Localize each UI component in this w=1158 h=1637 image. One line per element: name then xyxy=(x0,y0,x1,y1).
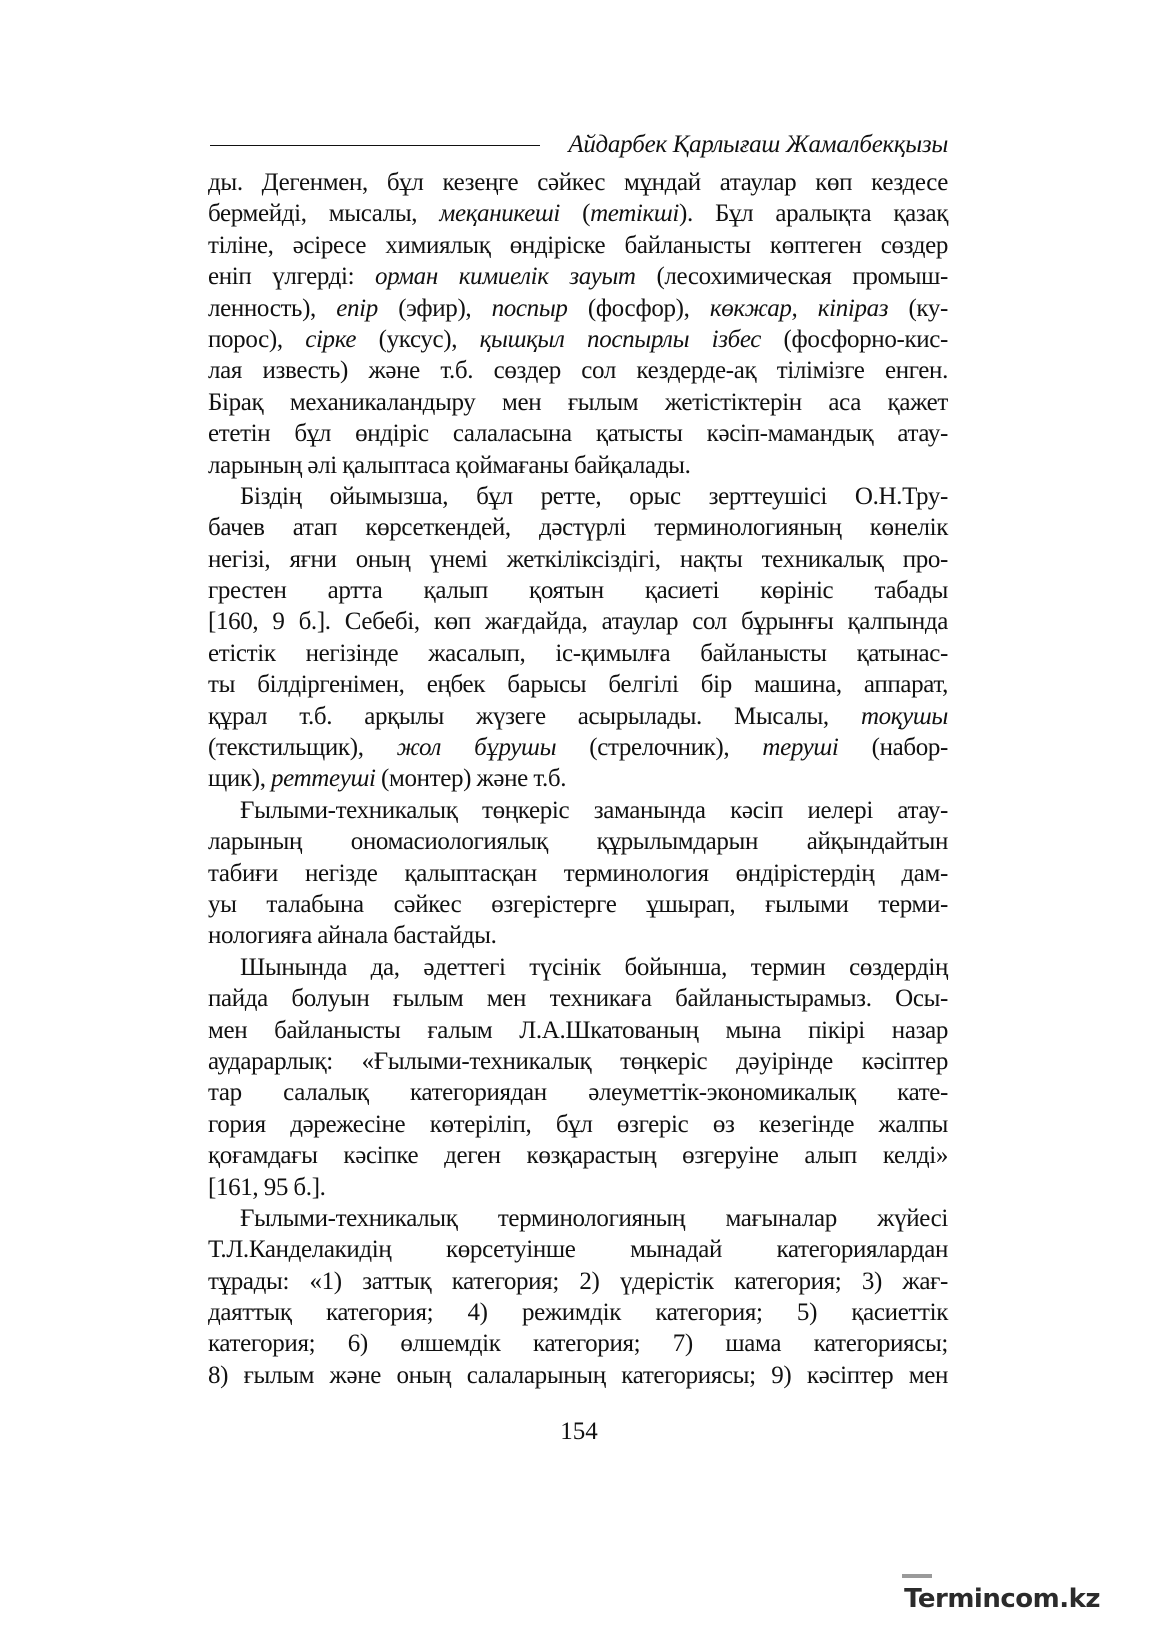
text-run: қоғамдағы кәсіпке деген көзқарастың өзгеруіне алып келді» xyxy=(208,1142,948,1170)
text-line xyxy=(208,1172,948,1203)
text-line xyxy=(208,606,948,637)
paragraph xyxy=(208,795,948,952)
text-run: даяттық категория; 4) режимдік категория; 5) қасиеттік xyxy=(208,1299,948,1327)
text-run: ететін бұл өндіріс салаласына қатысты кәсіп-мамандық атау- xyxy=(208,420,948,448)
italic-term: меқаникеші xyxy=(439,200,560,228)
text-run: мен байланысты ғалым Л.А.Шкатованың мына пікірі назар xyxy=(208,1016,948,1044)
text-run: лая известь) және т.б. сөздер сол кездерде-ақ тілімізге енген. xyxy=(208,357,948,385)
text-run: тұрады: «1) заттық категория; 2) үдерістік категория; 3) жағ- xyxy=(208,1267,948,1295)
text-line xyxy=(208,167,948,198)
body-text xyxy=(208,167,948,1391)
italic-term: тетікші xyxy=(590,200,679,228)
italic-term: тоқушы xyxy=(860,702,948,730)
header-rule xyxy=(210,145,540,146)
text-run: негізі, яғни оның үнемі жеткіліксіздігі, нақты техникалық про- xyxy=(208,545,948,573)
text-line xyxy=(208,387,948,418)
text-line xyxy=(208,544,948,575)
text-line xyxy=(208,1140,948,1171)
text-line xyxy=(208,450,948,481)
text-run: (стрелочник), xyxy=(556,734,763,762)
text-run: тар салалық категориядан әлеуметтік-экономикалық кате- xyxy=(208,1079,948,1107)
paragraph xyxy=(208,481,948,795)
text-line xyxy=(208,418,948,449)
text-line xyxy=(208,952,948,983)
text-run: порос), xyxy=(208,325,306,353)
text-run: ды. Дегенмен, бұл кезеңге сәйкес мұндай атаулар көп кездесе xyxy=(208,169,948,196)
text-run: Біздің ойымызша, бұл ретте, орыс зерттеушісі О.Н.Тру- xyxy=(240,482,948,510)
text-run: Шынында да, әдеттегі түсінік бойынша, термин сөздердің xyxy=(240,953,948,981)
text-run: бачев атап көрсеткендей, дәстүрлі терминологияның көнелік xyxy=(208,514,948,542)
text-line xyxy=(208,763,948,794)
text-run: еніп үлгерді: xyxy=(208,263,376,291)
text-run: нологияға айнала бастайды. xyxy=(208,922,497,950)
italic-term: қышқыл поспырлы ізбес xyxy=(479,325,762,353)
text-line xyxy=(208,1266,948,1297)
text-run: ( xyxy=(559,200,591,228)
text-line xyxy=(208,669,948,700)
watermark-logo xyxy=(904,1576,1100,1616)
text-run: ты білдіргенімен, еңбек барысы белгілі бір машина, аппарат, xyxy=(208,671,948,699)
text-line xyxy=(208,1015,948,1046)
text-run: [160, 9 б.]. Себебі, көп жағдайда, атаулар сол бұрынғы қалпында xyxy=(208,608,948,636)
text-run: құрал т.б. арқылы жүзеге асырылады. Мысалы, xyxy=(208,702,861,730)
paragraph xyxy=(208,952,948,1203)
text-line xyxy=(208,1360,948,1391)
text-run: ). Бұл аралықта қазақ xyxy=(678,200,948,228)
text-run: аударарлық: «Ғылыми-техникалық төңкеріс дәуірінде кәсіптер xyxy=(208,1047,948,1075)
italic-term: реттеуші xyxy=(271,765,376,793)
text-run: пайда болуын ғылым мен техникаға байланыстырамыз. Осы- xyxy=(208,985,948,1013)
text-run: гория дәрежесіне көтеріліп, бұл өзгеріс өз кезегінде жалпы xyxy=(208,1110,948,1138)
text-run: (фосфорно-кис- xyxy=(761,325,949,353)
text-line xyxy=(208,293,948,324)
text-line xyxy=(208,1297,948,1328)
italic-term: сірке xyxy=(305,325,357,353)
text-line xyxy=(208,1328,948,1359)
text-line xyxy=(208,355,948,386)
italic-term: көкжар, кіпіраз xyxy=(709,294,889,322)
text-line xyxy=(208,230,948,261)
text-run: категория; 6) өлшемдік категория; 7) шама категориясы; xyxy=(208,1330,948,1358)
text-run: Ғылыми-техникалық терминологияның мағыналар жүйесі xyxy=(240,1204,948,1232)
italic-term: епір xyxy=(336,294,378,322)
text-line xyxy=(208,261,948,292)
watermark-t-bar xyxy=(902,1574,932,1578)
text-line xyxy=(208,638,948,669)
text-line xyxy=(208,1109,948,1140)
text-line xyxy=(208,1203,948,1234)
page-number: 154 xyxy=(560,1418,598,1445)
text-run: ларының ономасиологиялық құрылымдарын айқындайтын xyxy=(208,828,948,856)
text-run: (текстильщик), xyxy=(208,734,397,762)
italic-term: жол бұрушы xyxy=(396,734,557,762)
italic-term: теруші xyxy=(762,734,839,762)
text-line xyxy=(208,481,948,512)
text-line xyxy=(208,826,948,857)
text-line xyxy=(208,198,948,229)
text-run: (эфир), xyxy=(377,294,492,322)
text-line xyxy=(208,732,948,763)
header-author: Айдарбек Қарлығаш Жамалбекқызы xyxy=(568,131,948,158)
text-run: Ғылыми-техникалық төңкеріс заманында кәсіп иелері атау- xyxy=(240,796,948,824)
text-line xyxy=(208,1046,948,1077)
italic-term: орман кимиелік зауыт xyxy=(375,263,636,291)
text-line xyxy=(208,701,948,732)
text-line xyxy=(208,795,948,826)
text-run: (набор- xyxy=(838,734,948,762)
text-run: ленность), xyxy=(208,294,337,322)
text-run: бермейді, мысалы, xyxy=(208,200,440,228)
text-line xyxy=(208,1234,948,1265)
text-line xyxy=(208,889,948,920)
text-line xyxy=(208,575,948,606)
text-line xyxy=(208,1077,948,1108)
text-run: грестен артта қалып қоятын қасиеті көрініс табады xyxy=(208,577,948,605)
text-run: Бірақ механикаландыру мен ғылым жетістіктерін аса қажет xyxy=(208,388,948,416)
text-line xyxy=(208,858,948,889)
text-run: (монтер) және т.б. xyxy=(375,765,567,793)
text-line xyxy=(208,324,948,355)
text-run: (ку- xyxy=(888,294,948,322)
watermark-text: Termincom.kz xyxy=(904,1584,1100,1614)
text-run: уы талабына сәйкес өзгерістерге ұшырап, ғылыми терми- xyxy=(208,890,948,918)
text-run: Т.Л.Канделакидің көрсетуінше мынадай категориялардан xyxy=(208,1236,948,1264)
text-run: [161, 95 б.]. xyxy=(208,1173,326,1201)
text-run: тіліне, әсіресе химиялық өндіріске байланысты көптеген сөздер xyxy=(208,231,948,259)
text-run: ларының әлі қалыптаса қоймағаны байқалады. xyxy=(208,451,691,479)
text-line xyxy=(208,512,948,543)
text-run: табиғи негізде қалыптасқан терминология өндірістердің дам- xyxy=(208,859,948,887)
text-run: етістік негізінде жасалып, іс-қимылға байланысты қатынас- xyxy=(208,639,948,667)
paragraph xyxy=(208,167,948,481)
text-run: (лесохимическая промыш- xyxy=(635,263,948,291)
text-run: 8) ғылым және оның салаларының категориясы; 9) кәсіптер мен xyxy=(208,1361,948,1389)
running-header xyxy=(208,128,948,162)
text-run: щик), xyxy=(208,765,272,793)
text-run: (уксус), xyxy=(356,325,480,353)
italic-term: поспыр xyxy=(491,294,568,322)
paragraph xyxy=(208,1203,948,1391)
text-run: (фосфор), xyxy=(567,294,710,322)
text-line xyxy=(208,983,948,1014)
text-line xyxy=(208,920,948,951)
